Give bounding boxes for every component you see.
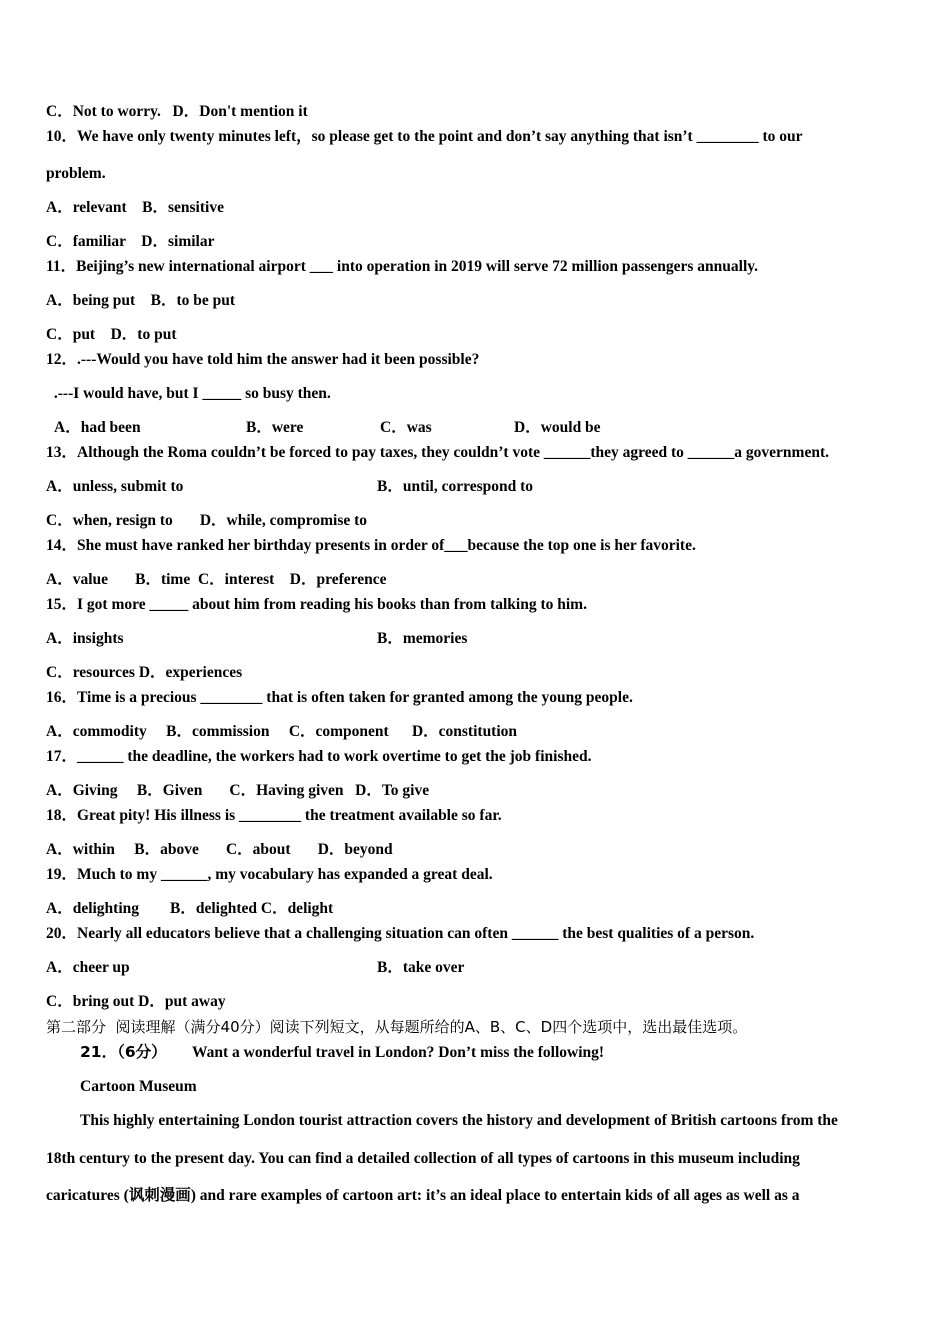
q12-stem-cont: .---I would have, but I _____ so busy then. [50, 385, 331, 402]
q15-options-cd: C．resources D．experiences [46, 664, 243, 681]
q12-stem: 12．.---Would you have told him the answer had it been possible? [46, 351, 480, 368]
q17-stem: 17．______ the deadline, the workers had to work overtime to get the job finished. [46, 748, 592, 765]
passage-line-2: 18th century to the present day. You can find a detailed collection of all types of cartoons in this museum including [46, 1150, 800, 1167]
q21-intro: Want a wonderful travel in London? Don’t miss the following! [192, 1044, 605, 1061]
passage-line-3: caricatures (讽刺漫画) and rare examples of cartoon art: it’s an ideal place to entertain kids of all ages as well as a [46, 1187, 800, 1204]
q10-options-cd: C．familiar D．similar [46, 233, 215, 250]
q20-stem: 20．Nearly all educators believe that a challenging situation can often ______ the best qualities of a person. [46, 925, 755, 942]
q12-option-d: D．would be [514, 419, 601, 436]
q14-stem: 14．She must have ranked her birthday presents in order of___because the top one is her favorite. [46, 537, 696, 554]
q21-number: 21．（6分） [80, 1043, 167, 1061]
q16-options: A．commodity B．commission C．component D．constitution [46, 723, 518, 740]
q12-option-a: A．had been [54, 419, 141, 436]
q13-stem: 13．Although the Roma couldn’t be forced to pay taxes, they couldn’t vote ______they agreed to ______a government. [46, 444, 829, 461]
q14-options: A．value B．time C．interest D．preference [46, 571, 387, 588]
q12-option-b: B．were [246, 419, 304, 436]
q10-stem: 10．We have only twenty minutes left，so please get to the point and don’t say anything that isn’t ________ to our [46, 128, 803, 145]
q11-stem: 11．Beijing’s new international airport ___ into operation in 2019 will serve 72 million passengers annually. [46, 258, 759, 275]
q18-stem: 18．Great pity! His illness is ________ the treatment available so far. [46, 807, 502, 824]
q12-option-c: C．was [380, 419, 432, 436]
q15-stem: 15．I got more _____ about him from reading his books than from talking to him. [46, 596, 587, 613]
q13-option-a: A．unless, submit to [46, 478, 184, 495]
q16-stem: 16．Time is a precious ________ that is often taken for granted among the young people. [46, 689, 633, 706]
q9-options-cd: C．Not to worry. D．Don't mention it [46, 103, 308, 120]
passage-line-1: This highly entertaining London tourist attraction covers the history and development of British cartoons from the [80, 1112, 838, 1129]
q13-options-cd: C．when, resign to D．while, compromise to [46, 512, 368, 529]
passage-subtitle: Cartoon Museum [80, 1078, 197, 1095]
q10-options-ab: A．relevant B．sensitive [46, 199, 224, 216]
q20-option-a: A．cheer up [46, 959, 130, 976]
q20-option-b: B．take over [377, 959, 465, 976]
q11-options-cd: C．put D．to put [46, 326, 177, 343]
q15-option-b: B．memories [377, 630, 468, 647]
q11-options-ab: A．being put B．to be put [46, 292, 236, 309]
q10-stem-cont: problem. [46, 165, 106, 182]
section-heading: 第二部分 阅读理解（满分40分）阅读下列短文，从每题所给的A、B、C、D四个选项中，选出最佳选项。 [46, 1018, 748, 1036]
q13-option-b: B．until, correspond to [377, 478, 534, 495]
q19-options: A．delighting B．delighted C．delight [46, 900, 334, 917]
q20-options-cd: C．bring out D．put away [46, 993, 226, 1010]
q17-options: A．Giving B．Given C．Having given D．To give [46, 782, 430, 799]
q15-option-a: A．insights [46, 630, 124, 647]
q19-stem: 19．Much to my ______, my vocabulary has expanded a great deal. [46, 866, 493, 883]
q18-options: A．within B．above C．about D．beyond [46, 841, 393, 858]
